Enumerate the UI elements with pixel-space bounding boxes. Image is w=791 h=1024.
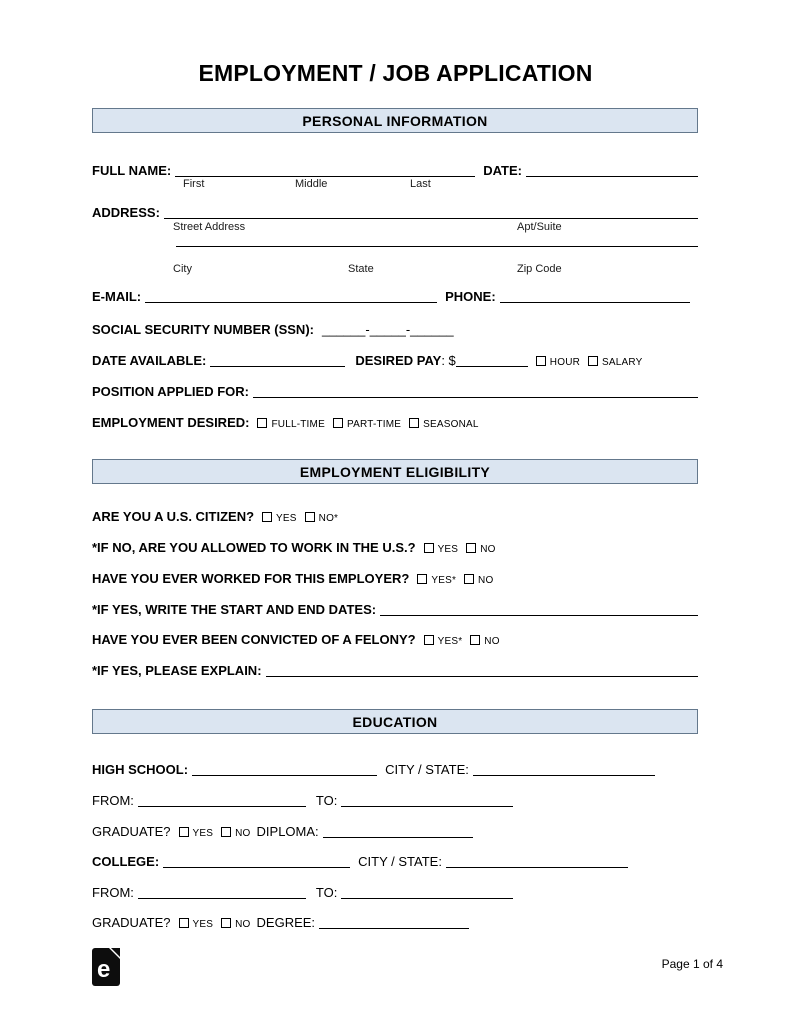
salary-option-label: SALARY xyxy=(602,357,643,368)
name-sublabels xyxy=(92,178,698,191)
hs-graduate-yes-label: YES xyxy=(192,828,214,839)
section-header-education xyxy=(92,709,698,734)
college-graduate-label: GRADUATE? xyxy=(92,915,171,930)
phone-label: PHONE: xyxy=(445,289,496,304)
position-applied-label: POSITION APPLIED FOR: xyxy=(92,384,249,399)
desired-pay-label: DESIRED PAY xyxy=(355,353,442,368)
college-to-label: TO: xyxy=(315,885,338,900)
zip-sublabel: Zip Code xyxy=(517,263,562,275)
worked-before-question-label: HAVE YOU EVER WORKED FOR THIS EMPLOYER? xyxy=(92,571,410,586)
employment-desired-row xyxy=(92,415,698,433)
ssn-field-blanks[interactable]: ______-_____-______ xyxy=(321,322,454,337)
felony-yes-checkbox[interactable] xyxy=(424,635,434,645)
college-graduate-no-label: NO xyxy=(235,919,251,930)
start-end-dates-field-line[interactable] xyxy=(380,615,698,616)
address-label: ADDRESS: xyxy=(92,205,160,220)
allowed-yes-label: YES xyxy=(437,544,459,555)
hs-graduate-no-label: NO xyxy=(235,828,251,839)
email-label: E-MAIL: xyxy=(92,289,142,304)
felony-no-label: NO xyxy=(484,636,500,647)
college-graduate-no-checkbox[interactable] xyxy=(221,918,231,928)
hs-city-state-label: CITY / STATE: xyxy=(385,762,469,777)
seasonal-option-label: SEASONAL xyxy=(423,419,479,430)
email-phone-row xyxy=(92,289,698,305)
citizen-question-row xyxy=(92,509,698,527)
page-indicator: Page 1 of 4 xyxy=(661,957,723,971)
full-name-field-line[interactable] xyxy=(175,176,475,177)
explain-field-line[interactable] xyxy=(266,676,698,677)
section-header-label: EMPLOYMENT ELIGIBILITY xyxy=(299,463,491,480)
city-state-zip-field-line[interactable] xyxy=(176,246,698,247)
high-school-row xyxy=(92,762,698,778)
college-field-line[interactable] xyxy=(163,867,350,868)
hour-option-label: HOUR xyxy=(549,357,581,368)
date-field-line[interactable] xyxy=(526,176,698,177)
college-from-label: FROM: xyxy=(92,885,134,900)
date-available-pay-row xyxy=(92,353,698,371)
first-sublabel: First xyxy=(183,178,205,190)
last-sublabel: Last xyxy=(410,178,431,190)
college-row xyxy=(92,854,698,870)
hs-from-field-line[interactable] xyxy=(138,806,306,807)
hs-graduate-yes-checkbox[interactable] xyxy=(179,827,189,837)
hs-graduate-no-checkbox[interactable] xyxy=(221,827,231,837)
high-school-dates-row xyxy=(92,793,698,809)
hs-from-label: FROM: xyxy=(92,793,134,808)
worked-yes-checkbox[interactable] xyxy=(417,574,427,584)
state-sublabel: State xyxy=(348,263,374,275)
college-to-field-line[interactable] xyxy=(341,898,513,899)
date-available-field-line[interactable] xyxy=(210,366,345,367)
college-graduate-yes-checkbox[interactable] xyxy=(179,918,189,928)
high-school-field-line[interactable] xyxy=(192,775,377,776)
worked-no-checkbox[interactable] xyxy=(464,574,474,584)
seasonal-checkbox[interactable] xyxy=(409,418,419,428)
full-name-row xyxy=(92,163,698,179)
position-field-line[interactable] xyxy=(253,397,698,398)
apt-suite-sublabel: Apt/Suite xyxy=(517,221,562,233)
diploma-label: DIPLOMA: xyxy=(256,824,319,839)
felony-yes-label: YES* xyxy=(437,636,463,647)
salary-checkbox[interactable] xyxy=(588,356,598,366)
hs-to-field-line[interactable] xyxy=(341,806,513,807)
start-end-dates-row xyxy=(92,602,698,618)
full-time-checkbox[interactable] xyxy=(257,418,267,428)
diploma-field-line[interactable] xyxy=(323,837,473,838)
phone-field-line[interactable] xyxy=(500,302,690,303)
degree-field-line[interactable] xyxy=(319,928,469,929)
part-time-checkbox[interactable] xyxy=(333,418,343,428)
ssn-label: SOCIAL SECURITY NUMBER (SSN): xyxy=(92,322,314,337)
full-time-option-label: FULL-TIME xyxy=(271,419,325,430)
street-address-sublabel: Street Address xyxy=(173,221,246,233)
address-sublabels-1 xyxy=(92,221,698,234)
hour-checkbox[interactable] xyxy=(536,356,546,366)
felony-question-row xyxy=(92,632,698,650)
citizen-question-label: ARE YOU A U.S. CITIZEN? xyxy=(92,509,255,524)
college-graduate-row xyxy=(92,915,698,933)
email-field-line[interactable] xyxy=(145,302,437,303)
explain-label: *IF YES, PLEASE EXPLAIN: xyxy=(92,663,262,678)
degree-label: DEGREE: xyxy=(256,915,316,930)
college-dates-row xyxy=(92,885,698,901)
footer-logo xyxy=(92,948,120,991)
desired-pay-field-line[interactable] xyxy=(456,366,528,367)
college-label: COLLEGE: xyxy=(92,854,160,869)
employment-desired-label: EMPLOYMENT DESIRED: xyxy=(92,415,250,430)
address-row xyxy=(92,205,698,221)
section-header-label: EDUCATION xyxy=(352,713,438,730)
start-end-dates-label: *IF YES, WRITE THE START AND END DATES: xyxy=(92,602,377,617)
worked-no-label: NO xyxy=(478,575,494,586)
high-school-graduate-row xyxy=(92,824,698,842)
worked-before-question-row xyxy=(92,571,698,589)
street-address-field-line[interactable] xyxy=(164,218,698,219)
college-graduate-yes-label: YES xyxy=(192,919,214,930)
allowed-to-work-question-row xyxy=(92,540,698,558)
section-header-employment-eligibility xyxy=(92,459,698,484)
city-sublabel: City xyxy=(173,263,192,275)
page-title: EMPLOYMENT / JOB APPLICATION xyxy=(198,60,593,86)
date-available-label: DATE AVAILABLE: xyxy=(92,353,207,368)
explain-row xyxy=(92,663,698,679)
logo-letter: e xyxy=(97,956,111,983)
high-school-label: HIGH SCHOOL: xyxy=(92,762,189,777)
allowed-to-work-question-label: *IF NO, ARE YOU ALLOWED TO WORK IN THE U.S.? xyxy=(92,540,416,555)
citizen-yes-checkbox[interactable] xyxy=(262,512,272,522)
allowed-no-checkbox[interactable] xyxy=(466,543,476,553)
desired-pay-suffix: : $ xyxy=(441,353,456,368)
citizen-no-checkbox[interactable] xyxy=(305,512,315,522)
worked-yes-label: YES* xyxy=(431,575,457,586)
felony-no-checkbox[interactable] xyxy=(470,635,480,645)
position-row xyxy=(92,384,698,400)
allowed-yes-checkbox[interactable] xyxy=(424,543,434,553)
citizen-yes-label: YES xyxy=(276,513,297,524)
college-city-state-label: CITY / STATE: xyxy=(358,854,442,869)
address-sublabels-2 xyxy=(92,263,698,276)
hs-to-label: TO: xyxy=(315,793,338,808)
address-row-2 xyxy=(92,244,698,245)
full-name-label: FULL NAME: xyxy=(92,163,172,178)
felony-question-label: HAVE YOU EVER BEEN CONVICTED OF A FELONY? xyxy=(92,632,416,647)
date-label: DATE: xyxy=(483,163,522,178)
college-city-state-field-line[interactable] xyxy=(446,867,628,868)
hs-city-state-field-line[interactable] xyxy=(473,775,655,776)
ssn-row xyxy=(92,322,698,338)
citizen-no-label: NO* xyxy=(318,513,339,524)
allowed-no-label: NO xyxy=(480,544,496,555)
eforms-logo-icon xyxy=(92,948,120,986)
section-header-label: PERSONAL INFORMATION xyxy=(302,112,488,129)
college-from-field-line[interactable] xyxy=(138,898,306,899)
section-header-personal-information xyxy=(92,108,698,133)
part-time-option-label: PART-TIME xyxy=(346,419,402,430)
middle-sublabel: Middle xyxy=(295,178,328,190)
hs-graduate-label: GRADUATE? xyxy=(92,824,171,839)
